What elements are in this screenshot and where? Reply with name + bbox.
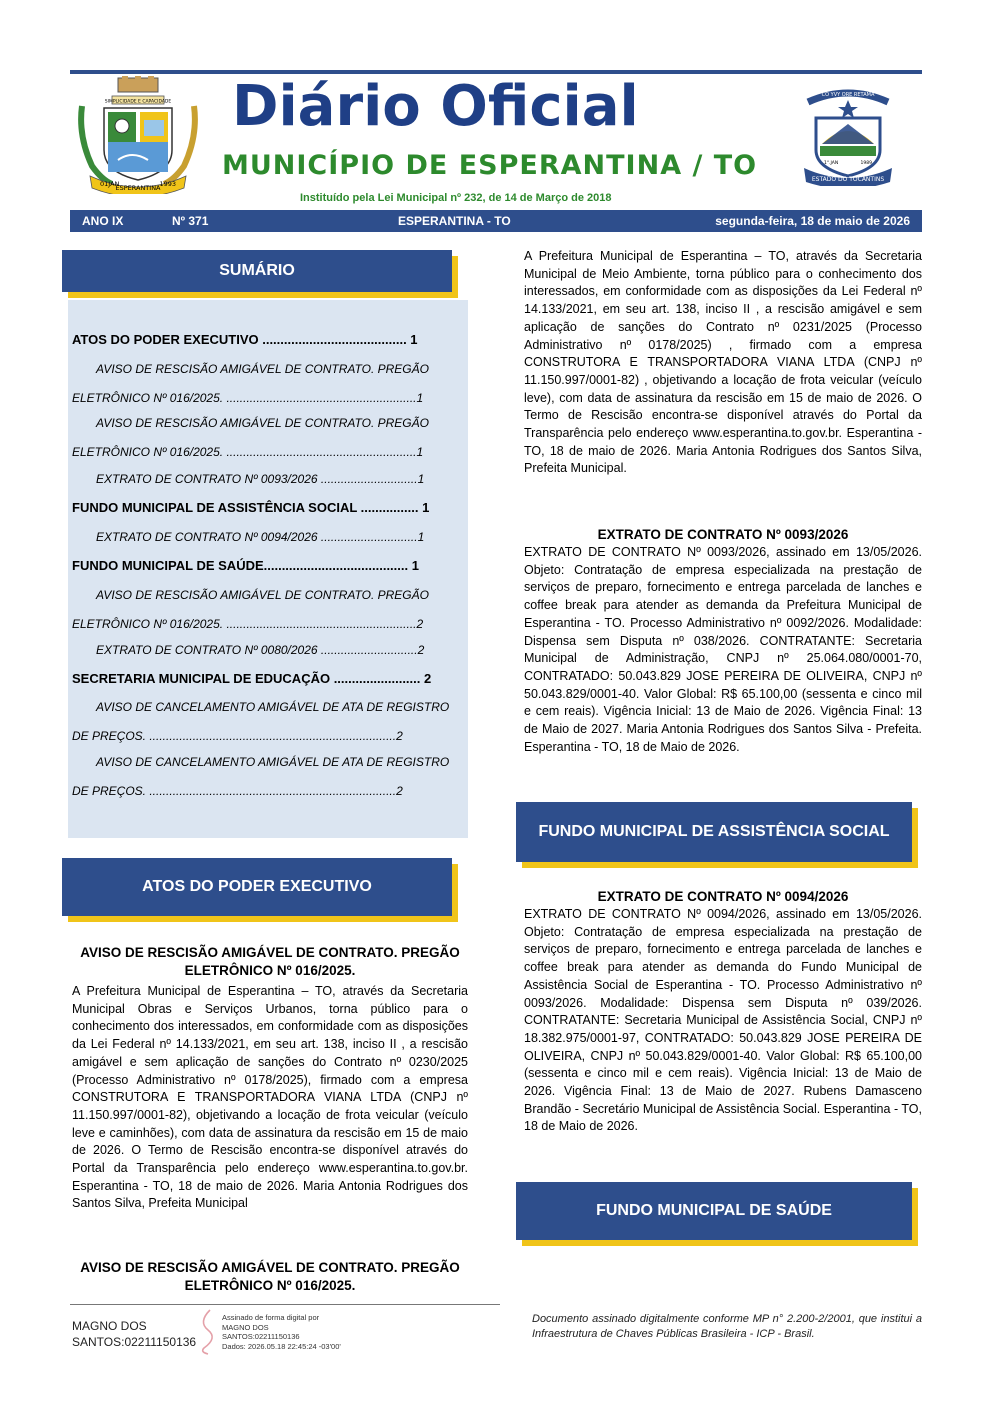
issue-number: Nº 371 [172,214,209,228]
masthead-law: Instituído pela Lei Municipal nº 232, de 14 de Março de 2018 [300,192,612,204]
summary-section-entry[interactable]: SECRETARIA MUNICIPAL DE EDUCAÇÃO ........................ 2 [72,671,432,686]
article-title: EXTRATO DE CONTRATO Nº 0093/2026 [597,527,849,542]
signature-detail-line: Dados: 2026.05.18 22:45:24 -03'00' [222,1341,341,1351]
issue-year: ANO IX [82,214,124,228]
signature-detail-line: MAGNO DOS [222,1322,269,1332]
summary-heading: SUMÁRIO [62,250,452,292]
summary-item-entry[interactable]: AVISO DE CANCELAMENTO AMIGÁVEL DE ATA DE REGISTRO [96,755,450,769]
summary-item-entry[interactable]: EXTRATO DE CONTRATO Nº 0094/2026 .............................1 [96,530,425,544]
article-body: A Prefeitura Municipal de Esperantina – TO, através da Secretaria Municipal Obras e Serviços Urbanos, torna público para o conhecimento dos interessados, em conformidade com as disposições da Lei Federal nº 14.133/2021, em seu art. 138, inciso II , a rescisão amigável e sem aplicação de sanções do Contrato nº 0230/2025 (Processo Administrativo nº 0178/2025), firmado com a empresa CONSTRUTORA E TRANSPORTADORA VIANA LTDA (CNPJ nº 11.150.997/0001-82), objetivando a locação de frota veicular (veículo leve e caminhões), com data de assinatura da rescisão em 15 de maio de 2026. O Termo de Rescisão encontra-se disponível através do Portal da Transparência pelo endereço www.esperantina.to.gov.br. Esperantina - TO, 18 de maio de 2026. Maria Antonia Rodrigues dos Santos Silva, Prefeita Municipal [72,984,468,1211]
signature-name-line: SANTOS:02211150136 [72,1335,197,1349]
article-title: AVISO DE RESCISÃO AMIGÁVEL DE CONTRATO. PREGÃO ELETRÔNICO Nº 016/2025. [80,1260,460,1293]
signature-name [72,1318,196,1350]
state-crest-top: CO YVY ORE RETAMA [821,92,875,98]
section-heading-fms: FUNDO MUNICIPAL DE SAÚDE [516,1182,912,1240]
article-body: A Prefeitura Municipal de Esperantina – TO, através da Secretaria Municipal de Meio Ambiente, torna público para o conhecimento dos interessados, em conformidade com as disposições da Lei Federal nº 14.133/2021, em seu art. 138, inciso II , a rescisão amigável e sem aplicação de sanções do Contrato nº 0231/2025 (Processo Administrativo nº 0178/2025) , firmado com a empresa CONSTRUTORA E TRANSPORTADORA VIANA LTDA (CNPJ nº 11.150.997/0001-82) , objetivando a locação de frota veicular (veículo leve), com data de assinatura da rescisão em 15 de maio de 2026. O Termo de Rescisão encontra-se disponível através do Portal da Transparência pelo endereço www.esperantina.to.gov.br. Esperantina - TO, 18 de maio de 2026. Maria Antonia Rodrigues dos Santos Silva, Prefeita Municipal. [524,249,922,476]
summary-item-entry[interactable]: DE PREÇOS. ..........................................................................2 [72,729,403,743]
summary-item-entry[interactable]: ELETRÔNICO Nº 016/2025. .........................................................2 [72,617,424,631]
crest-banner: SIMPLICIDADE E CAPACIDADE [104,99,172,105]
digital-signature-note: Documento assinado digitalmente conforme MP n° 2.200-2/2001, que institui a Infraestrutura de Chaves Públicas Brasileira - ICP - Brasil. [532,1313,922,1340]
summary-item-entry[interactable]: ELETRÔNICO Nº 016/2025. .........................................................1 [72,445,424,459]
issue-date: segunda-feira, 18 de maio de 2026 [715,214,910,228]
article-body: EXTRATO DE CONTRATO Nº 0093/2026, assinado em 13/05/2026. Objeto: Contratação de empresa especializada na prestação de serviços de preparo, fornecimento e entrega parcelada de lanches e coffee break para atender as demanda da Prefeitura Municipal de Esperantina - TO. Processo Administrativo nº 0092/2026. Modalidade: Dispensa sem Disputa nº 038/2026. CONTRATANTE: Secretaria Municipal de Administração, CNPJ nº 25.064.080/0001-70, CONTRATADO: 50.043.829 JOSE PEREIRA DE OLIVEIRA, CNPJ nº 50.043.829/0001-40. Valor Global: R$ 65.100,00 (sessenta e cinco mil e cem reais). Vigência Inicial: 13 de Maio de 2026. Vigência Final: 13 de Maio de 2027. Maria Antonia Rodrigues dos Santos Silva - Prefeita. Esperantina - TO, 18 de Maio de 2026. [524,545,922,754]
state-crest-year-right: 1989 [860,161,872,166]
signature-details [222,1313,341,1351]
article-title: EXTRATO DE CONTRATO Nº 0094/2026 [597,889,849,904]
crest-ribbon-mid: ESPERANTINA [115,184,161,192]
masthead-subtitle: MUNICÍPIO DE ESPERANTINA / TO [222,150,758,181]
issue-city: ESPERANTINA - TO [398,214,511,228]
article-body: EXTRATO DE CONTRATO Nº 0094/2026, assinado em 13/05/2026. Objeto: Contratação de empresa especializada na prestação de serviços de preparo, fornecimento e entrega parcelada de lanches e coffee break para atender as demanda do Fundo Municipal de Assistência Social de Esperantina - TO. Processo Administrativo nº 0093/2026. Modalidade: Dispensa sem Disputa nº 039/2026. CONTRATANTE: Secretaria Municipal de Assistência Social, CNPJ nº 18.382.975/0001-97, CONTRATADO: 50.043.829 JOSE PEREIRA DE OLIVEIRA, CNPJ nº 50.043.829/0001-40. Valor Global: R$ 65.100,00 (sessenta e cinco mil e cem reais). Vigência Inicial: 13 de Maio de 2026. Vigência Final: 13 de Maio de 2027. Rubens Damasceno Brandão - Secretário Municipal de Assistência Social. Esperantina - TO, 18 de Maio de 2026. [524,907,922,1134]
footer-rule [70,1304,500,1305]
article-title: AVISO DE RESCISÃO AMIGÁVEL DE CONTRATO. PREGÃO ELETRÔNICO Nº 016/2025. [80,945,460,978]
section-heading-atos: ATOS DO PODER EXECUTIVO [62,858,452,916]
summary-item-entry[interactable]: EXTRATO DE CONTRATO Nº 0093/2026 .............................1 [96,472,425,486]
summary-item-entry[interactable]: AVISO DE RESCISÃO AMIGÁVEL DE CONTRATO. PREGÃO [96,416,429,430]
summary-item-entry[interactable]: AVISO DE CANCELAMENTO AMIGÁVEL DE ATA DE REGISTRO [96,700,450,714]
masthead-title: Diário Oficial [232,74,639,139]
summary-item-entry[interactable]: ELETRÔNICO Nº 016/2025. .........................................................1 [72,391,424,405]
summary-item-entry[interactable]: DE PREÇOS. ..........................................................................2 [72,784,403,798]
signature-detail-line: Assinado de forma digital por [222,1313,320,1322]
summary-section-entry[interactable]: FUNDO MUNICIPAL DE ASSISTÊNCIA SOCIAL ................ 1 [72,500,430,515]
section-heading-fmas: FUNDO MUNICIPAL DE ASSISTÊNCIA SOCIAL [516,802,912,862]
summary-section-entry[interactable]: ATOS DO PODER EXECUTIVO ........................................ 1 [72,332,418,347]
signature-flourish-icon [196,1308,220,1356]
signature-detail-line: SANTOS:02211150136 [222,1332,300,1341]
summary-item-entry[interactable]: AVISO DE RESCISÃO AMIGÁVEL DE CONTRATO. PREGÃO [96,588,429,602]
signature-name-line: MAGNO DOS [72,1319,147,1333]
summary-item-entry[interactable]: AVISO DE RESCISÃO AMIGÁVEL DE CONTRATO. PREGÃO [96,362,429,376]
state-crest-icon [802,84,894,186]
municipal-crest-icon [72,76,204,194]
state-crest-year-left: 1°.JAN [824,161,839,166]
summary-item-entry[interactable]: EXTRATO DE CONTRATO Nº 0080/2026 .............................2 [96,643,425,657]
summary-section-entry[interactable]: FUNDO MUNICIPAL DE SAÚDE........................................ 1 [72,558,419,573]
crest-ribbon-left: 01JAN [100,180,120,188]
crest-ribbon-right: 1993 [159,180,176,188]
state-crest-ribbon: ESTADO DO TOCANTINS [811,176,885,183]
issue-info-bar [70,210,922,232]
